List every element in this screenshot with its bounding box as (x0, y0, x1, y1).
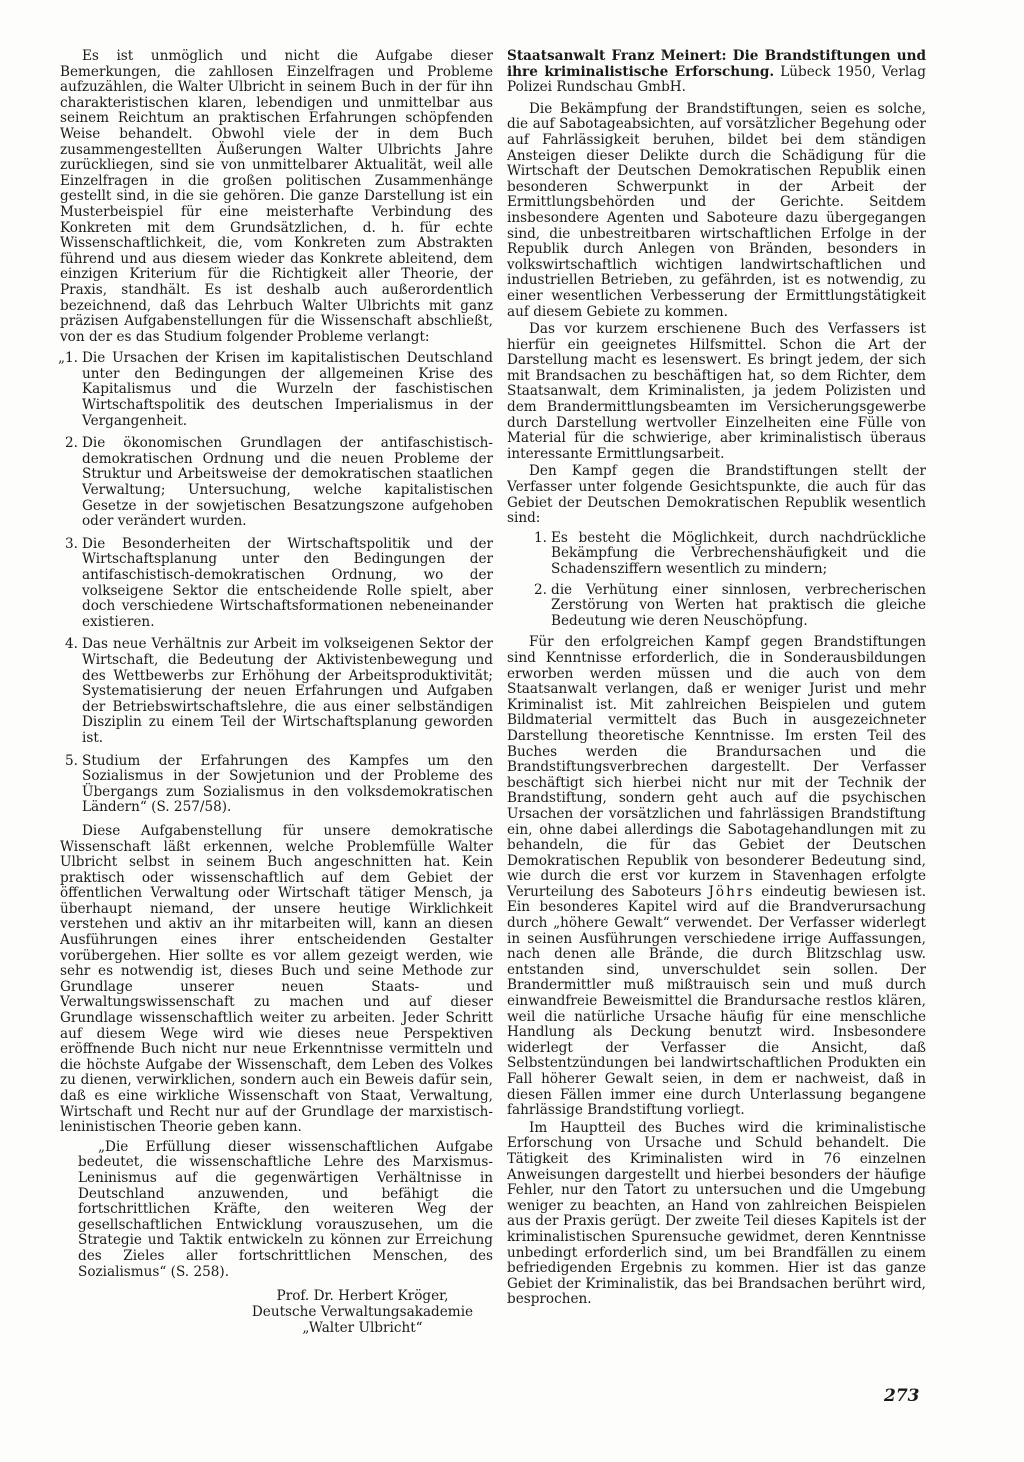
author-institution: Deutsche Verwaltungsakademie (251, 1304, 474, 1321)
author-signature (240, 1288, 485, 1336)
points-list (529, 531, 926, 630)
author-name: Prof. Dr. Herbert Kröger, (276, 1288, 449, 1305)
list-item-text: Studium der Erfahrungen des Kampfes um den Sozialismus in der Sowjetunion und der Probleme des Übergangs zum Sozialismus in den volksdemokratischen Ländern“ (S. 257/58). (82, 752, 493, 816)
problems-list (57, 350, 493, 816)
review-heading (507, 49, 926, 96)
list-item-number: 4. (65, 636, 78, 653)
list-item-number: 2. (65, 435, 78, 452)
list-item-number: 1. (534, 529, 547, 546)
review-paragraph-5: Im Hauptteil des Buches wird die kriminalistische Erforschung von Ursache und Schuld behandelt. Die Tätigkeit des Kriminalisten wird in 76 einzelnen Anweisungen dargestellt und hierbei besonders der häufige Fehler, nur den Tatort zu untersuchen und die Umgebung weniger zu beachten, an Hand von zahlreichen Beispielen aus der Praxis gerügt. Der zweite Teil dieses Kapitels ist der kriminalistischen Spurensuche gewidmet, deren Kenntnisse unbedingt erforderlich sind, um bei Brandfällen zu einem befriedigenden Ergebnis zu kommen. Hier ist das ganze Gebiet der Kriminalistik, das bei Brandsachen berührt wird, besprochen. (507, 1119, 926, 1308)
review-paragraph-4-end: eindeutig bewiesen ist. Ein besonderes Kapitel wird auf die Brandverursachung durch „höhere Gewalt“ verwendet. Der Verfasser widerlegt in seinen Ausführungen verschiedene irrige Auffassungen, nach denen alle Brände, die durch Blitzschlag usw. entstanden sind, unverschuldet sein sollen. Der Brandermittler muß mißtrauisch sein und muß durch einwandfreie Beweismittel die Brandursache restlos klären, weil die natürliche Ursache häufig für eine menschliche Handlung als Deckung benutzt wird. Insbesondere widerlegt der Verfasser die Ansicht, daß Selbstentzündungen bei landwirtschaftlichen Produkten ein Fall höherer Gewalt seien, in dem er nachweist, daß in diesen Fällen immer eine durch Unterlassung begangene fahrlässige Brandstiftung vorliegt. (507, 883, 927, 1119)
list-item-text: Das neue Verhältnis zur Arbeit im volkseigenen Sektor der Wirtschaft, die Bedeutung der Aktivistenbewegung und des Wettbewerbs zur Erhöhung der Arbeitsproduktivität; Systematisierung der neuen Erfahrungen und Aufgaben der Betriebswirtschaftslehre, die aus einer selbständigen Disziplin zu einem Teil der Wirtschaftsplanung geworden ist. (82, 636, 493, 746)
list-item-number: 2. (534, 581, 547, 598)
list-item (57, 350, 493, 429)
review-paragraph-2: Das vor kurzem erschienene Buch des Verfassers ist hierfür ein geeignetes Hilfsmittel. Schon die Art der Darstellung macht es lesenswert. Es bringt jedem, der sich mit Brandsachen zu beschäftigen hat, so dem Richter, dem Staatsanwalt, dem Kriminalisten, ja jedem Polizisten und dem Brandermittlungsbeamten im Versicherungsgewerbe durch Darstellung wertvoller Einzelheiten eine Fülle von Material für die schwierige, aber kriminalistisch überaus interessante Ermittlungsarbeit. (507, 321, 926, 462)
review-paragraph-4-start: Für den erfolgreichen Kampf gegen Brandstiftungen sind Kenntnisse erforderlich, die in Sonderausbildungen erworben werden müssen und die auch von dem Staatsanwalt verlangen, daß er weniger Jurist und mehr Kriminalist ist. Mit zahlreichen Beispielen und gutem Bildmaterial vermittelt das Buch in ausgezeichneter Darstellung theoretische Kenntnisse. Im ersten Teil des Buches werden die Brandursachen und die Brandstiftungsverbrechen dargestellt. Der Verfasser beschäftigt sich hierbei nicht nur mit der Technik der Brandstiftung, sondern geht auch auf die psychischen Ursachen der vorsätzlichen und fahrlässigen Brandstiftung ein, ohne dabei allerdings die Sabotagehandlungen mit zu behandeln, die für das Gebiet der Deutschen Demokratischen Republik von besonderer Bedeutung sind, wie durch die erst vor kurzem in Stavenhagen erfolgte Verurteilung des Saboteurs (507, 634, 926, 900)
saboteur-name: Jöhrs (708, 883, 755, 900)
intro-paragraph: Es ist unmöglich und nicht die Aufgabe dieser Bemerkungen, die zahllosen Einzelfragen und Probleme aufzuzählen, die Walter Ulbricht in seinem Buch in der für ihn charakteristischen klaren, lebendigen und unmittelbar aus seinem Reichtum an praktischen Erfahrungen schöpfenden Weise behandelt. Obwohl viele der in dem Buch zusammengestellten Äußerungen Walter Ulbrichts Jahre zurückliegen, sind sie von unmittelbarer Aktualität, weil alle Einzelfragen in die großen politischen Zusammenhänge gestellt sind, in die sie gehören. Die ganze Darstellung ist ein Musterbeispiel für eine meisterhafte Verbindung des Konkreten mit dem Grundsätzlichen, d. h. für echte Wissenschaftlichkeit, die, vom Konkreten zum Abstrakten führend und aus diesem wieder das Konkrete ableitend, dem einzigen Kriterium für die Richtigkeit aller Theorie, der Praxis, standhält. Es ist deshalb auch außerordentlich bezeichnend, daß das Lehrbuch Walter Ulbrichts mit ganz präzisen Aufgabenstellungen für die Wissenschaft abschließt, von der es das Studium folgender Probleme verlangt: (60, 48, 493, 345)
list-item-text: Die Ursachen der Krisen im kapitalistischen Deutschland unter den Bedingungen der allgemeinen Krise des Kapitalismus und die Wurzeln der faschistischen Wirtschaftspolitik des deutschen Imperialismus in der Vergangenheit. (82, 350, 493, 429)
right-column (507, 49, 926, 1310)
list-item-text: Es besteht die Möglichkeit, durch nachdrückliche Bekämpfung die Verbrechenshäufigkeit und die Schadensziffern wesentlich zu mindern; (551, 529, 926, 577)
list-item-number: „1. (57, 350, 78, 367)
list-item (529, 583, 926, 630)
after-list-paragraph: Diese Aufgabenstellung für unsere demokratische Wissenschaft läßt erkennen, welche Problemfülle Walter Ulbricht selbst in seinem Buch angeschnitten hat. Kein praktisch oder wissenschaftlich auf dem Gebiet der öffentlichen Verwaltung oder Wirtschaft tätiger Mensch, ja überhaupt niemand, der unsere heutige Wirklichkeit verstehen und aktiv an ihr mitarbeiten will, kann an diesen Ausführungen eines ihrer entscheidenden Gestalter vorübergehen. Hier sollte es vor allem gezeigt werden, wie sehr es notwendig ist, dieses Buch und seine Methode zur Grundlage unserer neuen Staats- und Verwaltungswissenschaft zu machen und auf dieser Grundlage wissenschaftlich weiter zu arbeiten. Jeder Schritt auf diesem Wege wird wie dieses neue Perspektiven eröffnende Buch nicht nur neue Erkenntnisse vermitteln und die höchste Aufgabe der Wissenschaft, dem Leben des Volkes zu dienen, verwirklichen, sondern auch ein Beweis dafür sein, daß es eine wirkliche Wissenschaft von Staat, Verwaltung, Wirtschaft und Recht nur auf der Grundlage der marxistisch-leninistischen Theorie geben kann. (60, 822, 493, 1136)
review-publication: Lübeck 1950, Verlag Polizei Rundschau GmbH. (507, 63, 926, 96)
list-item-number: 5. (65, 752, 78, 769)
list-item-number: 3. (65, 535, 78, 552)
review-paragraph-1: Die Bekämpfung der Brandstiftungen, seien es solche, die auf Sabotageabsichten, auf vorsätzlicher Begehung oder auf Fahrlässigkeit beruhen, bildet bei dem ständigen Ansteigen dieser Delikte durch die Schädigung für die Wirtschaft der Deutschen Demokratischen Republik einen besonderen Schwerpunkt in der Arbeit der Ermittlungsbehörden und der Gerichte. Seitdem insbesondere Agenten und Saboteure dazu übergegangen sind, die unbestreitbaren wirtschaftlichen Erfolge in der Republik durch Anlegen von Bränden, besonders in volkswirtschaftlich wichtigen landwirtschaftlichen und industriellen Betrieben, zu gefährden, ist es notwendig, zu einer wesentlichen Verbesserung der Ermittlungstätigkeit auf diesem Gebiete zu kommen. (507, 100, 926, 320)
list-item (60, 754, 493, 816)
list-item (60, 637, 493, 746)
list-item (529, 531, 926, 578)
list-item (60, 436, 493, 530)
academy-name: „Walter Ulbricht“ (302, 1320, 423, 1337)
list-item-text: Die ökonomischen Grundlagen der antifaschistisch-demokratischen Ordnung und die neuen Probleme der Struktur und Arbeitsweise der demokratischen staatlichen Verwaltung; Untersuchung, welche kapitalistischen Gesetze in der sowjetischen Besatzungszone aufgehoben oder verändert wurden. (82, 435, 493, 530)
block-quote: „Die Erfüllung dieser wissenschaftlichen Aufgabe bedeutet, die wissenschaftliche Lehre des Marxismus-Leninismus auf die gegenwärtigen Verhältnisse in Deutschland anzuwenden, und befähigt die fortschrittlichen Kräfte, den weiteren Weg der gesellschaftlichen Entwicklung vorauszusehen, um die Strategie und Taktik entwickeln zu können zur Erreichung des Zieles aller fortschrittlichen Menschen, des Sozialismus“ (S. 258). (78, 1138, 493, 1280)
page-number: 273 (884, 1386, 920, 1406)
list-item-text: die Verhütung einer sinnlosen, verbrecherischen Zerstörung von Werten hat praktisch die gleiche Bedeutung wie deren Neuschöpfung. (551, 581, 926, 629)
list-item-text: Die Besonderheiten der Wirtschaftspolitik und der Wirtschaftsplanung unter den Bedingungen der antifaschistisch-demokratischen Ordnung, wo der volkseigene Sektor die entscheidende Rolle spielt, aber doch verschiedene Wirtschaftsformationen nebeneinander existieren. (82, 535, 493, 630)
review-title: Staatsanwalt Franz Meinert: Die Brandstiftungen und ihre kriminalistische Erforschung. (507, 48, 926, 80)
review-paragraph-4 (507, 635, 926, 1118)
left-column (57, 48, 493, 1337)
list-item (60, 537, 493, 631)
review-paragraph-3: Den Kampf gegen die Brandstiftungen stellt der Verfasser unter folgende Gesichtspunkte, die auch für das Gebiet der Deutschen Demokratischen Republik wesentlich sind: (507, 463, 926, 527)
